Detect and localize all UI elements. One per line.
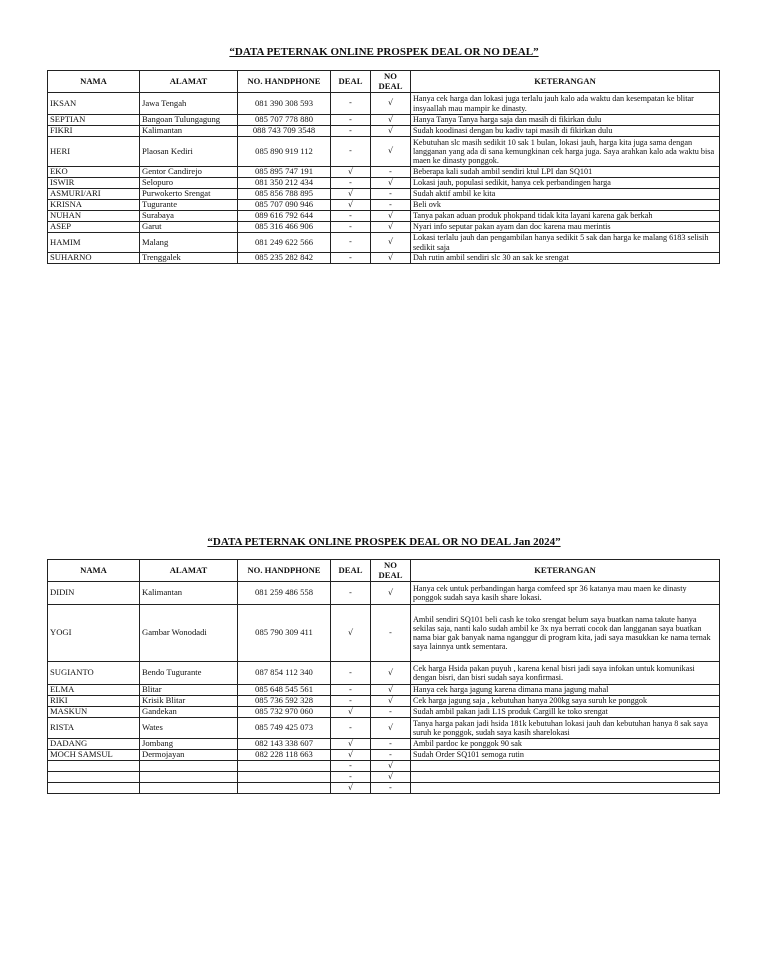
cell-handphone: 085 856 788 895 <box>238 189 331 200</box>
table-row <box>48 189 720 200</box>
cell-no-deal: √ <box>371 222 411 233</box>
cell-nama: EKO <box>48 167 140 178</box>
cell-no-deal: - <box>371 707 411 718</box>
col-header-handphone: NO. HANDPHONE <box>238 71 331 93</box>
cell-handphone <box>238 783 331 794</box>
cell-handphone: 081 249 622 566 <box>238 233 331 253</box>
table-row <box>48 93 720 115</box>
cell-nama: RISTA <box>48 718 140 739</box>
cell-deal: - <box>331 233 371 253</box>
cell-handphone <box>238 761 331 772</box>
cell-nama <box>48 772 140 783</box>
table-row <box>48 761 720 772</box>
col-header-nama: NAMA <box>48 71 140 93</box>
cell-no-deal: √ <box>371 253 411 264</box>
cell-handphone: 081 390 308 593 <box>238 93 331 115</box>
table-row <box>48 178 720 189</box>
table-row <box>48 750 720 761</box>
cell-nama: ELMA <box>48 685 140 696</box>
cell-nama: HAMIM <box>48 233 140 253</box>
cell-handphone: 085 235 282 842 <box>238 253 331 264</box>
table-row <box>48 211 720 222</box>
cell-handphone: 087 854 112 340 <box>238 662 331 685</box>
table-row <box>48 137 720 167</box>
cell-keterangan: Cek harga Hsida pakan puyuh , karena kenal bisri jadi saya infokan untuk komunikasi dengan bisri, dan bisri sudah saya konfirmasi. <box>411 662 720 685</box>
cell-keterangan <box>411 772 720 783</box>
cell-nama: HERI <box>48 137 140 167</box>
cell-nama: MASKUN <box>48 707 140 718</box>
cell-nama: DIDIN <box>48 582 140 605</box>
cell-handphone: 085 707 778 880 <box>238 115 331 126</box>
cell-deal: - <box>331 662 371 685</box>
cell-no-deal: - <box>371 200 411 211</box>
cell-deal: - <box>331 718 371 739</box>
cell-keterangan <box>411 761 720 772</box>
cell-handphone: 082 228 118 663 <box>238 750 331 761</box>
cell-deal: √ <box>331 707 371 718</box>
cell-handphone: 085 749 425 073 <box>238 718 331 739</box>
cell-no-deal: √ <box>371 761 411 772</box>
col-header-keterangan: KETERANGAN <box>411 560 720 582</box>
cell-deal: √ <box>331 200 371 211</box>
cell-alamat: Gandekan <box>140 707 238 718</box>
cell-keterangan: Hanya cek harga jagung karena dimana mana jagung mahal <box>411 685 720 696</box>
cell-no-deal: √ <box>371 126 411 137</box>
cell-no-deal: √ <box>371 685 411 696</box>
cell-keterangan: Tanya pakan aduan produk phokpand tidak kita layani karena gak berkah <box>411 211 720 222</box>
cell-no-deal: - <box>371 167 411 178</box>
cell-keterangan: Kebutuhan slc masih sedikit 10 sak 1 bulan, lokasi jauh, harga kita juga sama dengan langganan yang ada di sana kemungkinan cek harga juga. Saya arahkan kalo ada waktu bisa maen ke dinasty ponggok. <box>411 137 720 167</box>
table-row <box>48 685 720 696</box>
cell-keterangan: Lokasi terlalu jauh dan pengambilan hanya sedikit 5 sak dan harga ke malang 6183 selisih sedikit saja <box>411 233 720 253</box>
cell-deal: - <box>331 696 371 707</box>
cell-nama: KRISNA <box>48 200 140 211</box>
cell-no-deal: - <box>371 739 411 750</box>
cell-nama: SEPTIAN <box>48 115 140 126</box>
cell-alamat: Garut <box>140 222 238 233</box>
cell-alamat: Surabaya <box>140 211 238 222</box>
cell-keterangan <box>411 783 720 794</box>
cell-keterangan: Beberapa kali sudah ambil sendiri ktul LPI dan SQ101 <box>411 167 720 178</box>
cell-no-deal: √ <box>371 662 411 685</box>
cell-alamat: Plaosan Kediri <box>140 137 238 167</box>
cell-alamat: Jawa Tengah <box>140 93 238 115</box>
cell-no-deal: √ <box>371 233 411 253</box>
table-row <box>48 783 720 794</box>
cell-no-deal: √ <box>371 178 411 189</box>
cell-keterangan: Nyari info seputar pakan ayam dan doc karena mau merintis <box>411 222 720 233</box>
table-1-title: “DATA PETERNAK ONLINE PROSPEK DEAL OR NO DEAL” <box>229 46 539 58</box>
col-header-alamat: ALAMAT <box>140 71 238 93</box>
cell-keterangan: Hanya Tanya Tanya harga saja dan masih di fikirkan dulu <box>411 115 720 126</box>
table-row <box>48 696 720 707</box>
cell-deal: - <box>331 137 371 167</box>
cell-no-deal: - <box>371 783 411 794</box>
cell-deal: - <box>331 211 371 222</box>
cell-nama <box>48 783 140 794</box>
cell-deal: - <box>331 222 371 233</box>
cell-keterangan: Ambil pardoc ke ponggok 90 sak <box>411 739 720 750</box>
cell-no-deal: √ <box>371 115 411 126</box>
cell-deal: √ <box>331 739 371 750</box>
col-header-handphone: NO. HANDPHONE <box>238 560 331 582</box>
cell-handphone: 085 736 592 328 <box>238 696 331 707</box>
cell-no-deal: √ <box>371 137 411 167</box>
cell-alamat: Gambar Wonodadi <box>140 605 238 662</box>
cell-nama: ISWIR <box>48 178 140 189</box>
cell-keterangan: Sudah aktif ambil ke kita <box>411 189 720 200</box>
cell-alamat: Malang <box>140 233 238 253</box>
cell-alamat: Selopuro <box>140 178 238 189</box>
cell-deal: - <box>331 115 371 126</box>
cell-deal: - <box>331 685 371 696</box>
cell-alamat: Gentor Candirejo <box>140 167 238 178</box>
table-row <box>48 707 720 718</box>
cell-deal: - <box>331 761 371 772</box>
cell-keterangan: Hanya cek untuk perbandingan harga comfeed spr 36 katanya mau maen ke dinasty ponggok sudah saya kasih share lokasi. <box>411 582 720 605</box>
cell-no-deal: √ <box>371 696 411 707</box>
cell-alamat <box>140 761 238 772</box>
cell-keterangan: Lokasi jauh, populasi sedikit, hanya cek perbandingen harga <box>411 178 720 189</box>
cell-no-deal: √ <box>371 582 411 605</box>
cell-nama: IKSAN <box>48 93 140 115</box>
cell-nama: ASMURI/ARI <box>48 189 140 200</box>
cell-nama: DADANG <box>48 739 140 750</box>
col-header-deal: DEAL <box>331 71 371 93</box>
cell-alamat: Wates <box>140 718 238 739</box>
table-row <box>48 772 720 783</box>
col-header-nama: NAMA <box>48 560 140 582</box>
cell-handphone: 081 259 486 558 <box>238 582 331 605</box>
cell-alamat: Krisik Blitar <box>140 696 238 707</box>
cell-no-deal: √ <box>371 772 411 783</box>
cell-handphone: 081 350 212 434 <box>238 178 331 189</box>
cell-handphone <box>238 772 331 783</box>
cell-nama: SUGIANTO <box>48 662 140 685</box>
table-row <box>48 222 720 233</box>
cell-deal: - <box>331 178 371 189</box>
cell-handphone: 085 895 747 191 <box>238 167 331 178</box>
cell-no-deal: - <box>371 605 411 662</box>
cell-no-deal: √ <box>371 718 411 739</box>
table-row <box>48 126 720 137</box>
cell-alamat: Kalimantan <box>140 126 238 137</box>
cell-nama: RIKI <box>48 696 140 707</box>
table-row <box>48 115 720 126</box>
table-row <box>48 605 720 662</box>
cell-deal: √ <box>331 605 371 662</box>
cell-deal: - <box>331 772 371 783</box>
cell-handphone: 085 790 309 411 <box>238 605 331 662</box>
cell-deal: - <box>331 582 371 605</box>
cell-nama: SUHARNO <box>48 253 140 264</box>
cell-keterangan: Ambil sendiri SQ101 beli cash ke toko srengat belum saya buatkan nama takute hanya sekilas saja, nanti kalo sudah ambil ke 3x nya berrati cocok dan langganan saya buatkan nama biar gak banyak nama nganggur di program kita, jadi saya masukkan ke nama ternak saya lainnya untk sementara. <box>411 605 720 662</box>
cell-alamat <box>140 783 238 794</box>
cell-alamat: Blitar <box>140 685 238 696</box>
prospect-table-2 <box>47 559 720 794</box>
cell-handphone: 085 707 090 946 <box>238 200 331 211</box>
table-row <box>48 662 720 685</box>
table-row <box>48 200 720 211</box>
cell-handphone: 089 616 792 644 <box>238 211 331 222</box>
col-header-keterangan: KETERANGAN <box>411 71 720 93</box>
cell-deal: - <box>331 253 371 264</box>
table-row <box>48 582 720 605</box>
table-row <box>48 739 720 750</box>
cell-deal: √ <box>331 783 371 794</box>
cell-keterangan: Beli ovk <box>411 200 720 211</box>
cell-alamat: Bangoan Tulungagung <box>140 115 238 126</box>
col-header-deal: DEAL <box>331 560 371 582</box>
cell-alamat: Tugurante <box>140 200 238 211</box>
cell-keterangan: Sudah Order SQ101 semoga rutin <box>411 750 720 761</box>
cell-keterangan: Sudah ambil pakan jadi L1S produk Cargill ke toko srengat <box>411 707 720 718</box>
cell-keterangan: Tanya harga pakan jadi hsida 181k kebutuhan lokasi jauh dan kebutuhan hanya 8 sak saya suruh ke ponggok, sudah saya kasih sharelokasi <box>411 718 720 739</box>
cell-keterangan: Cek harga jagung saja , kebutuhan hanya 200kg saya suruh ke ponggok <box>411 696 720 707</box>
prospect-table-1 <box>47 70 720 264</box>
cell-deal: - <box>331 126 371 137</box>
cell-alamat: Purwokerto Srengat <box>140 189 238 200</box>
col-header-alamat: ALAMAT <box>140 560 238 582</box>
table-2-title: “DATA PETERNAK ONLINE PROSPEK DEAL OR NO DEAL Jan 2024” <box>207 536 561 548</box>
table-row <box>48 233 720 253</box>
cell-alamat: Bendo Tugurante <box>140 662 238 685</box>
cell-no-deal: - <box>371 750 411 761</box>
cell-handphone: 085 890 919 112 <box>238 137 331 167</box>
col-header-no-deal: NO DEAL <box>371 71 411 93</box>
cell-handphone: 088 743 709 3548 <box>238 126 331 137</box>
cell-deal: - <box>331 93 371 115</box>
cell-alamat: Jombang <box>140 739 238 750</box>
cell-handphone: 085 316 466 906 <box>238 222 331 233</box>
table-row <box>48 253 720 264</box>
cell-nama <box>48 761 140 772</box>
cell-nama: FIKRI <box>48 126 140 137</box>
cell-handphone: 085 648 545 561 <box>238 685 331 696</box>
cell-keterangan: Hanya cek harga dan lokasi juga terlalu jauh kalo ada waktu dan kesempatan ke blitar insyaallah mau mampir ke dinasty. <box>411 93 720 115</box>
cell-deal: √ <box>331 189 371 200</box>
cell-no-deal: √ <box>371 211 411 222</box>
cell-deal: √ <box>331 167 371 178</box>
cell-handphone: 082 143 338 607 <box>238 739 331 750</box>
table-row <box>48 718 720 739</box>
cell-keterangan: Dah rutin ambil sendiri slc 30 an sak ke srengat <box>411 253 720 264</box>
cell-alamat: Dermojayan <box>140 750 238 761</box>
cell-no-deal: √ <box>371 93 411 115</box>
cell-no-deal: - <box>371 189 411 200</box>
cell-handphone: 085 732 970 060 <box>238 707 331 718</box>
cell-nama: YOGI <box>48 605 140 662</box>
cell-deal: √ <box>331 750 371 761</box>
cell-nama: ASEP <box>48 222 140 233</box>
cell-nama: NUHAN <box>48 211 140 222</box>
cell-keterangan: Sudah koodinasi dengan bu kadiv tapi masih di fikirkan dulu <box>411 126 720 137</box>
cell-nama: MOCH SAMSUL <box>48 750 140 761</box>
cell-alamat: Kalimantan <box>140 582 238 605</box>
cell-alamat <box>140 772 238 783</box>
table-row <box>48 167 720 178</box>
col-header-no-deal: NO DEAL <box>371 560 411 582</box>
cell-alamat: Trenggalek <box>140 253 238 264</box>
